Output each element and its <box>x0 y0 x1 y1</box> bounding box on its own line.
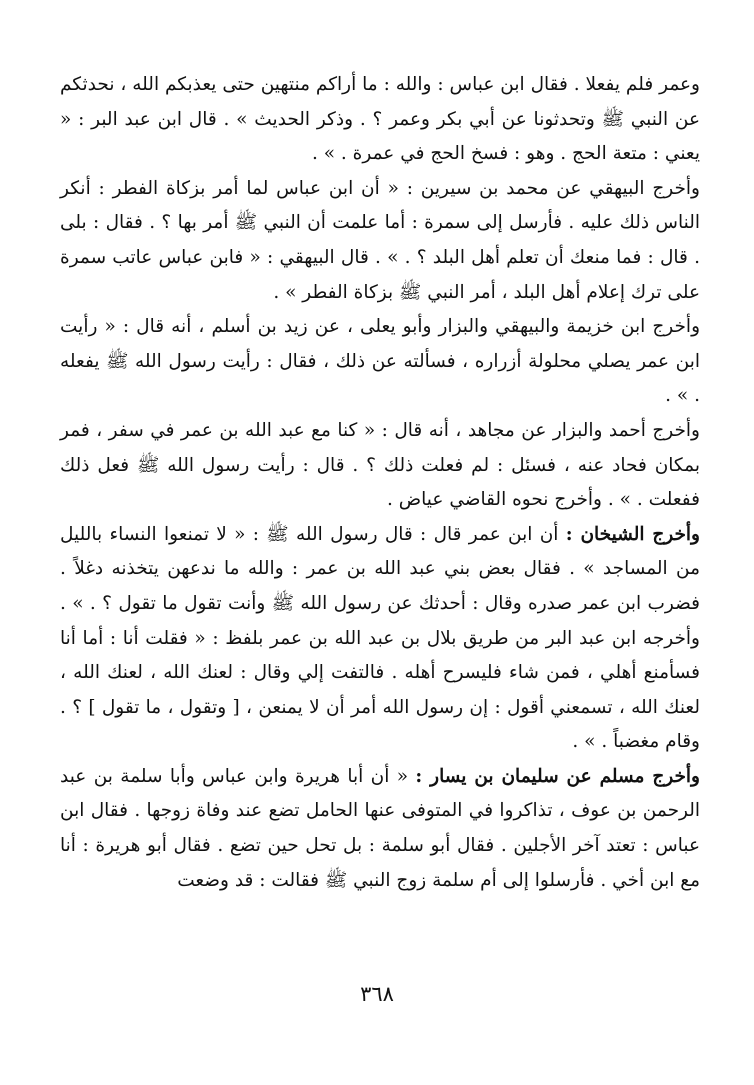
page-body <box>60 68 700 898</box>
paragraph-text: أن ابن عمر قال : قال رسول الله ﷺ : « لا تمنعوا النساء بالليل من المساجد » . فقال بعض بني عبد الله بن عمر : والله ما ندعهن يتخذنه دغلاً . فضرب ابن عمر صدره وقال : أحدثك عن رسول الله ﷺ وأنت تقول ما تقول ؟ . » . وأخرجه ابن عبد البر من طريق بلال بن عبد الله بن عمر بلفظ : « فقلت أنا : أما أنا فسأمنع أهلي ، فمن شاء فليسرح أهله . فالتفت إلي وقال : لعنك الله ، لعنك الله ، لعنك الله ، تسمعني أقول : إن رسول الله أمر أن لا يمنعن ، [ وتقول ، ما تقول ] ؟ . وقام مغضباً . » . <box>60 523 700 753</box>
page-number: ٣٦٨ <box>360 982 394 1006</box>
paragraph-lead: وأخرج مسلم عن سليمان بن يسار : <box>415 765 700 787</box>
paragraph-3 <box>60 310 700 414</box>
paragraph-text: وأخرج ابن خزيمة والبيهقي والبزار وأبو يعلى ، عن زيد بن أسلم ، أنه قال : « رأيت ابن عمر يصلي محلولة أزراره ، فسألته عن ذلك ، فقال : رأيت رسول الله ﷺ يفعله . » . <box>60 316 700 407</box>
paragraph-6 <box>60 760 700 898</box>
paragraph-text: وأخرج البيهقي عن محمد بن سيرين : « أن ابن عباس لما أمر بزكاة الفطر : أنكر الناس ذلك عليه . فأرسل إلى سمرة : أما علمت أن النبي ﷺ أمر بها ؟ . فقال : بلى . قال : فما منعك أن تعلم أهل البلد ؟ . » . قال البيهقي : « فابن عباس عاتب سمرة على ترك إعلام أهل البلد ، أمر النبي ﷺ بزكاة الفطر » . <box>60 177 700 303</box>
paragraph-text: « أن أبا هريرة وابن عباس وأبا سلمة بن عبد الرحمن بن عوف ، تذاكروا في المتوفى عنها الحامل تضع عند وفاة زوجها . فقال ابن عباس : تعتد آخر الأجلين . فقال أبو سلمة : بل تحل حين تضع . فقال أبو هريرة : أنا مع ابن أخي . فأرسلوا إلى أم سلمة زوج النبي ﷺ فقالت : قد وضعت <box>60 765 700 891</box>
paragraph-4 <box>60 414 700 518</box>
paragraph-text: وعمر فلم يفعلا . فقال ابن عباس : والله : ما أراكم منتهين حتى يعذبكم الله ، نحدثكم عن النبي ﷺ وتحدثونا عن أبي بكر وعمر ؟ . وذكر الحديث » . قال ابن عبد البر : « يعني : متعة الحج . وهو : فسخ الحج في عمرة . » . <box>60 74 700 165</box>
paragraph-lead: وأخرج الشيخان : <box>565 523 700 545</box>
paragraph-5 <box>60 518 700 760</box>
paragraph-1 <box>60 68 700 172</box>
paragraph-text: وأخرج أحمد والبزار عن مجاهد ، أنه قال : « كنا مع عبد الله بن عمر في سفر ، فمر بمكان فحاد عنه ، فسئل : لم فعلت ذلك ؟ . قال : رأيت رسول الله ﷺ فعل ذلك ففعلت . » . وأخرج نحوه القاضي عياض . <box>60 419 700 511</box>
paragraph-2 <box>60 172 700 310</box>
